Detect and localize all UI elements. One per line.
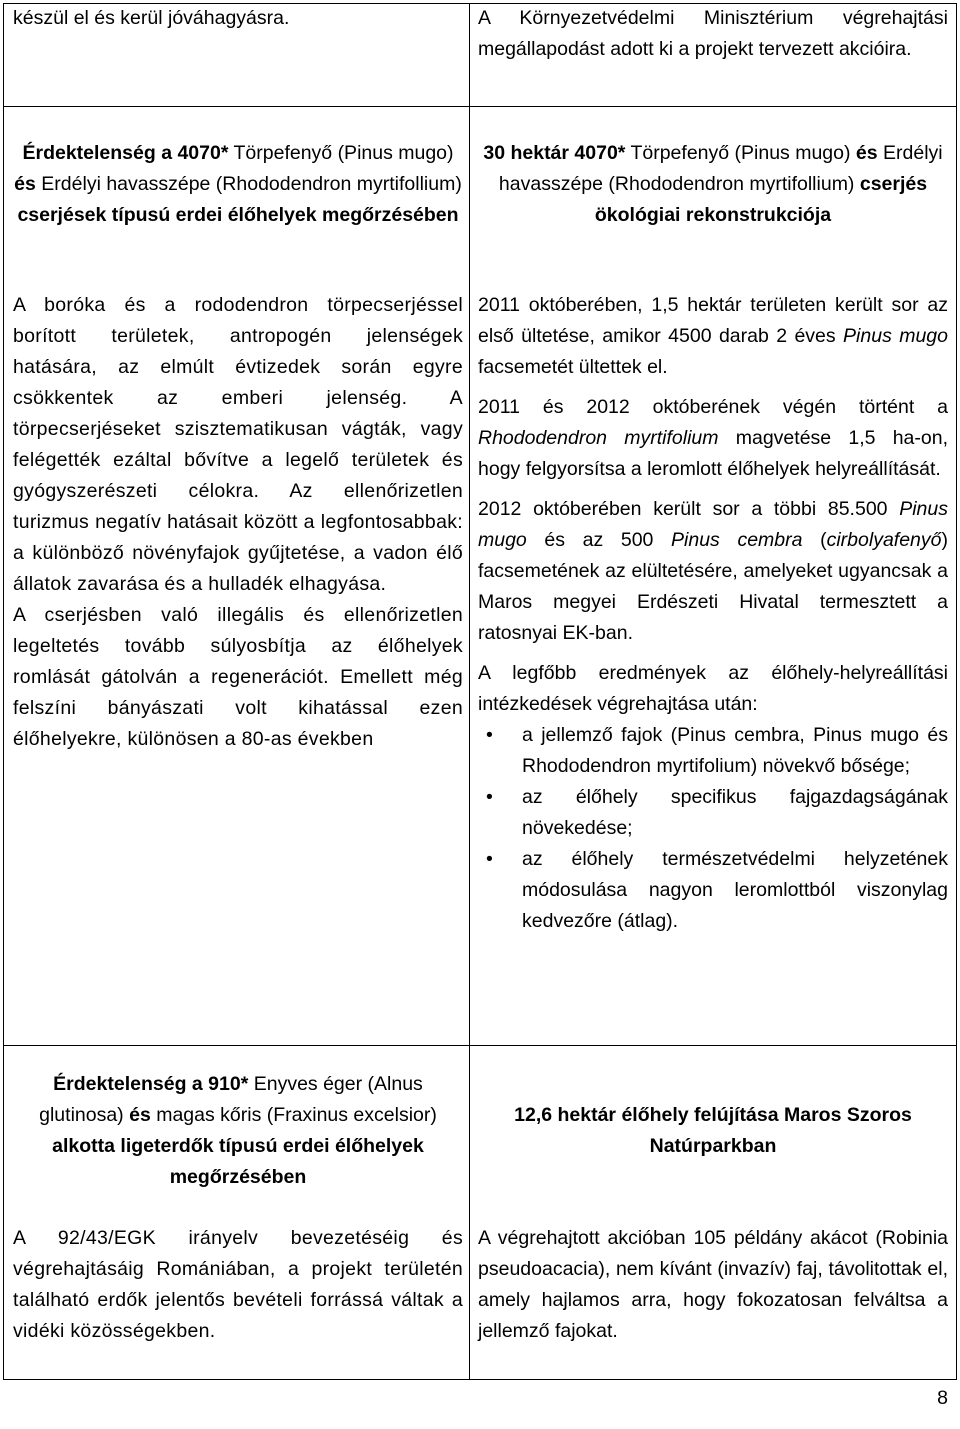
text-run: Pinus mugo — [478, 498, 948, 551]
title-part: Erdélyi havasszépe (Rhododendron myrtifollium) — [498, 142, 943, 195]
text-run: ( — [802, 529, 827, 551]
row1-right-cell — [478, 3, 948, 65]
list-item-text: a jellemző fajok (Pinus cembra, Pinus mugo és Rhododendron myrtifolium) növekvő bősége; — [522, 724, 948, 777]
bullet-icon: • — [486, 848, 493, 870]
text-run: 2011 októberében, 1,5 hektár területen került sor az első ültetése, amikor 4500 darab 2 éves — [478, 294, 948, 347]
section2-left-body — [13, 1223, 463, 1347]
title-part: 12,6 hektár élőhely felújítása Maros Szoros Natúrparkban — [514, 1104, 912, 1157]
bullet-icon: • — [486, 724, 493, 746]
section2-right-body — [478, 1223, 948, 1347]
table-border-left — [3, 3, 4, 1380]
text-run: magvetése 1,5 ha-on, hogy felgyorsítsa a leromlott élőhelyek helyreállítását. — [478, 427, 948, 480]
body-paragraph — [478, 290, 948, 383]
body-paragraph — [478, 494, 948, 649]
title-part: cserjések típusú erdei élőhelyek megőrzésében — [17, 204, 459, 226]
text-run: ) facsemetének az elültetésére, amelyeket ugyancsak a Maros megyei Erdészeti Hivatal termesztett a ratosnyai EK-ban. — [478, 529, 948, 644]
table-border-middle — [469, 3, 470, 1380]
list-item — [478, 782, 948, 844]
results-list — [478, 720, 948, 937]
text-run: facsemetét ültettek el. — [478, 356, 668, 378]
title-part: és — [14, 173, 36, 195]
text-run: cirbolyafenyő — [826, 529, 942, 551]
title-part: Törpefenyő (Pinus mugo) — [625, 142, 856, 164]
text-run: és az 500 — [526, 529, 672, 551]
body-paragraph: A cserjésben való illegális és ellenőrizetlen legeltetés tovább súlyosbítja az élőhelyek romlását gátolván a regenerációt. Emellett még felszíni bányászati volt kihatással ezen élőhelyekre, különösen a 80-as években — [13, 604, 463, 750]
body-paragraph — [478, 392, 948, 485]
section1-left-body — [13, 290, 463, 755]
body-paragraph: A boróka és a rododendron törpecserjéssel borított területek, antropogén jelenségek hatására, az elmúlt évtizedek során egyre csökkentek az emberi jelenség. A törpecserjéseket szisztematikusan vágták, vagy felégették ezáltal bővítve a legelő területek és gyógyszerészeti célokra. Az ellenőrizetlen turizmus negatív hatásait között a legfontosabbak: a különböző növényfajok gyűjtetése, a vadon élő állatok zavarása és a hulladék elhagyása. — [13, 294, 463, 595]
body-paragraph: A 92/43/EGK irányelv bevezetéséig és végrehajtásáig Romániában, a projekt területén található erdők jelentős bevételi forrássá váltak a vidéki közösségekben. — [13, 1227, 463, 1342]
body-paragraph: A végrehajtott akcióban 105 példány akácot (Robinia pseudoacacia), nem kívánt (invazív) faj, távolitottak el, amely hajlamos arra, hogy fokozatosan felváltsa a jellemző fajokat. — [478, 1227, 948, 1342]
table-row-divider — [3, 1045, 957, 1046]
title-part: Törpefenyő (Pinus mugo) — [228, 142, 454, 164]
row1-left-text: készül el és kerül jóváhagyásra. — [13, 7, 290, 29]
title-part: és — [855, 142, 878, 164]
title-part: Érdektelenség a 4070* — [22, 142, 229, 164]
section1-right-body — [478, 290, 948, 937]
title-part: és — [129, 1104, 151, 1126]
section1-right-title — [478, 138, 948, 231]
title-part: magas kőris (Fraxinus excelsior) — [150, 1104, 437, 1126]
table-row-divider — [3, 106, 957, 107]
list-item-text: az élőhely specifikus fajgazdagságának növekedése; — [522, 786, 948, 839]
table-border-right — [956, 3, 957, 1380]
text-run: Rhododendron myrtifolium — [478, 427, 719, 449]
table-border-bottom — [3, 1379, 957, 1380]
content-table — [3, 3, 957, 1380]
section2-left-title — [13, 1069, 463, 1193]
text-run: Pinus mugo — [843, 325, 948, 347]
bullet-icon: • — [486, 786, 493, 808]
title-part: 30 hektár 4070* — [483, 142, 626, 164]
title-part: Enyves éger (Alnus glutinosa) — [39, 1073, 423, 1126]
text-run: Pinus cembra — [671, 529, 803, 551]
title-part: Erdélyi havasszépe (Rhododendron myrtifollium) — [35, 173, 462, 195]
title-part: Érdektelenség a 910* — [53, 1073, 249, 1095]
row1-right-text: A Környezetvédelmi Minisztérium végrehajtási megállapodást adott ki a projekt tervezett akcióira. — [478, 7, 948, 60]
row1-left-cell — [13, 3, 463, 34]
page-number: 8 — [937, 1387, 948, 1409]
text-run: 2011 és 2012 októberének végén történt a — [478, 396, 948, 418]
section2-right-title — [478, 1100, 948, 1162]
list-item — [478, 720, 948, 782]
body-paragraph: A legfőbb eredmények az élőhely-helyreállítási intézkedések végrehajtása után: — [478, 662, 948, 715]
list-item — [478, 844, 948, 937]
title-part: alkotta ligeterdők típusú erdei élőhelyek megőrzésében — [52, 1135, 424, 1188]
list-item-text: az élőhely természetvédelmi helyzetének módosulása nagyon leromlottból viszonylag kedvezőre (átlag). — [522, 848, 948, 932]
title-part: cserjés ökológiai rekonstrukciója — [594, 173, 928, 226]
text-run: 2012 októberében került sor a többi 85.500 — [478, 498, 900, 520]
section1-left-title — [13, 138, 463, 231]
